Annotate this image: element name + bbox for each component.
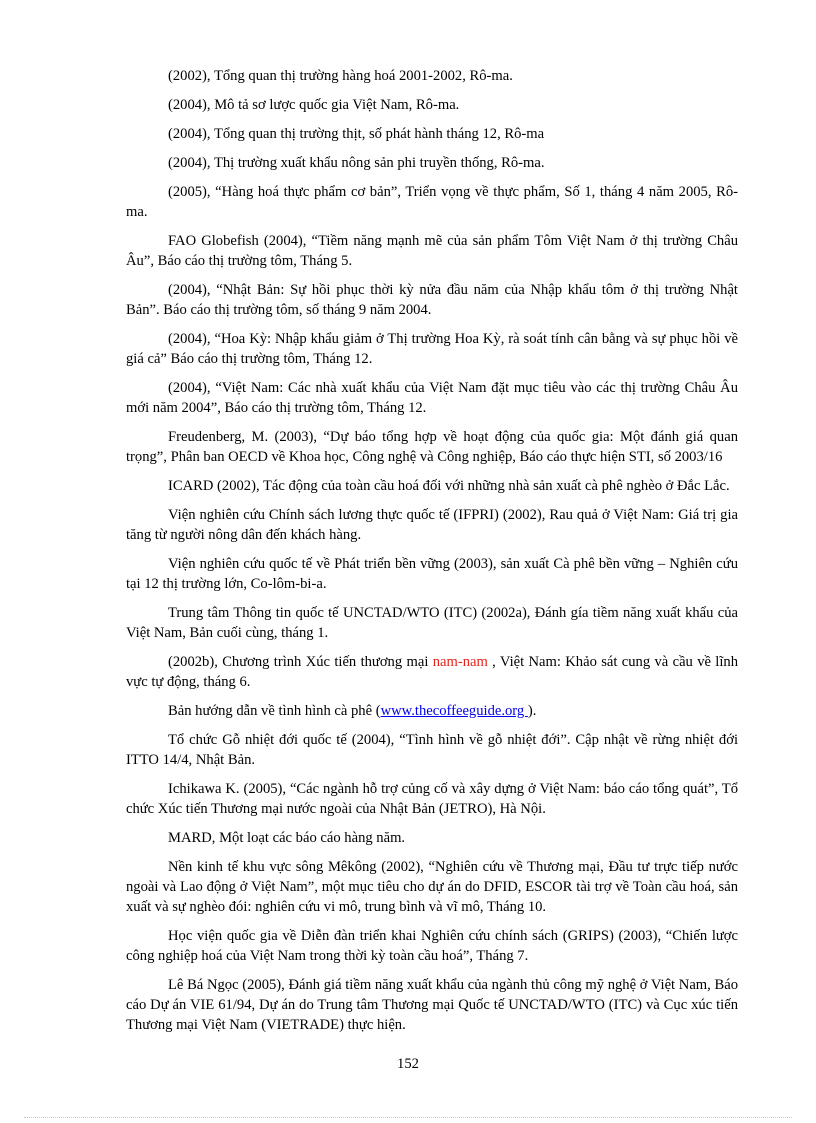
reference-item: Học viện quốc gia về Diễn đàn triển khai Nghiên cứu chính sách (GRIPS) (2003), “Chiến lược công nghiệp hoá của Việt Nam trong thời kỳ toàn cầu hoá”, Tháng 7. — [126, 928, 738, 964]
reference-item: (2004), Tổng quan thị trường thịt, số phát hành tháng 12, Rô-ma — [168, 126, 545, 142]
reference-item: (2004), Thị trường xuất khẩu nông sản phi truyền thống, Rô-ma. — [168, 155, 545, 171]
reference-text: , Việt Nam: Khảo sát cung và cầu về lĩnh vực tự động, tháng 6. — [126, 654, 739, 690]
reference-item: ICARD (2002), Tác động của toàn cầu hoá đối với những nhà sản xuất cà phê nghèo ở Đắc Lắc. — [168, 478, 730, 494]
coffee-guide-link[interactable]: www.thecoffeeguide.org — [380, 703, 528, 719]
reference-item: Freudenberg, M. (2003), “Dự báo tổng hợp về hoạt động của quốc gia: Một đánh giá quan trọng”, Phân ban OECD về Khoa học, Công nghệ và Công nghiệp, Báo cáo thực hiện STI, số 2003/16 — [126, 429, 738, 465]
reference-item: (2002), Tổng quan thị trường hàng hoá 2001-2002, Rô-ma. — [168, 68, 513, 84]
page-bottom-divider — [24, 1117, 792, 1118]
reference-text: (2002b), Chương trình Xúc tiến thương mại — [168, 654, 433, 670]
reference-item: (2004), Mô tả sơ lược quốc gia Việt Nam, Rô-ma. — [168, 97, 460, 113]
reference-item: Nền kinh tế khu vực sông Mêkông (2002), “Nghiên cứu về Thương mại, Đầu tư trực tiếp nước ngoài và Lao động ở Việt Nam”, một mục tiêu cho dự án do DFID, ESCOR tài trợ về Toàn cầu hoá, sản xuất và sự nghèo đói: nghiên cứu vi mô, trung bình và vĩ mô, Tháng 10. — [126, 859, 738, 915]
reference-item-coffee-guide — [126, 701, 738, 721]
reference-item: Viện nghiên cứu Chính sách lương thực quốc tế (IFPRI) (2002), Rau quả ở Việt Nam: Giá trị gia tăng từ người nông dân đến khách hàng. — [126, 507, 738, 543]
reference-list — [126, 66, 738, 1044]
reference-item: MARD, Một loạt các báo cáo hàng năm. — [168, 830, 406, 846]
reference-item: FAO Globefish (2004), “Tiềm năng mạnh mẽ của sản phẩm Tôm Việt Nam ở thị trường Châu Âu”, Báo cáo thị trường tôm, Tháng 5. — [126, 233, 738, 269]
reference-item: Lê Bá Ngọc (2005), Đánh giá tiềm năng xuất khẩu của ngành thủ công mỹ nghệ ở Việt Nam, Báo cáo Dự án VIE 61/94, Dự án do Trung tâm Thương mại Quốc tế UNCTAD/WTO (ITC) và Cục xúc tiến Thương mại Việt Nam (VIETRADE) thực hiện. — [126, 977, 738, 1033]
reference-item: (2004), “Việt Nam: Các nhà xuất khẩu của Việt Nam đặt mục tiêu vào các thị trường Châu Âu mới năm 2004”, Báo cáo thị trường tôm, Tháng 12. — [126, 380, 738, 416]
reference-item: Ichikawa K. (2005), “Các ngành hỗ trợ củng cố và xây dựng ở Việt Nam: báo cáo tổng quát”, Tổ chức Xúc tiến Thương mại nước ngoài của Nhật Bản (JETRO), Hà Nội. — [126, 781, 738, 817]
reference-item: Tổ chức Gỗ nhiệt đới quốc tế (2004), “Tình hình về gỗ nhiệt đới”. Cập nhật về rừng nhiệt đới ITTO 14/4, Nhật Bản. — [126, 732, 738, 768]
reference-item: (2004), “Hoa Kỳ: Nhập khẩu giảm ở Thị trường Hoa Kỳ, rà soát tính cân bằng và sự phục hồi về giá cả” Báo cáo thị trường tôm, Tháng 12. — [126, 331, 738, 367]
reference-text: Bản hướng dẫn về tình hình cà phê ( — [168, 703, 381, 719]
reference-item-2002b — [126, 652, 738, 692]
page-number: 152 — [397, 1056, 419, 1072]
reference-item: (2005), “Hàng hoá thực phẩm cơ bản”, Triển vọng về thực phẩm, Số 1, tháng 4 năm 2005, Rô-ma. — [126, 184, 738, 220]
reference-item: (2004), “Nhật Bản: Sự hồi phục thời kỳ nửa đầu năm của Nhập khẩu tôm ở thị trường Nhật Bản”. Báo cáo thị trường tôm, số tháng 9 năm 2004. — [126, 282, 738, 318]
reference-item: Viện nghiên cứu quốc tế về Phát triển bền vững (2003), sản xuất Cà phê bền vững – Nghiên cứu tại 12 thị trường lớn, Co-lôm-bi-a. — [126, 556, 738, 592]
reference-item: Trung tâm Thông tin quốc tế UNCTAD/WTO (ITC) (2002a), Đánh gía tiềm năng xuất khẩu của Việt Nam, Bản cuối cùng, tháng 1. — [126, 605, 738, 641]
reference-text: ). — [527, 703, 537, 719]
highlighted-term: nam-nam — [432, 654, 488, 670]
